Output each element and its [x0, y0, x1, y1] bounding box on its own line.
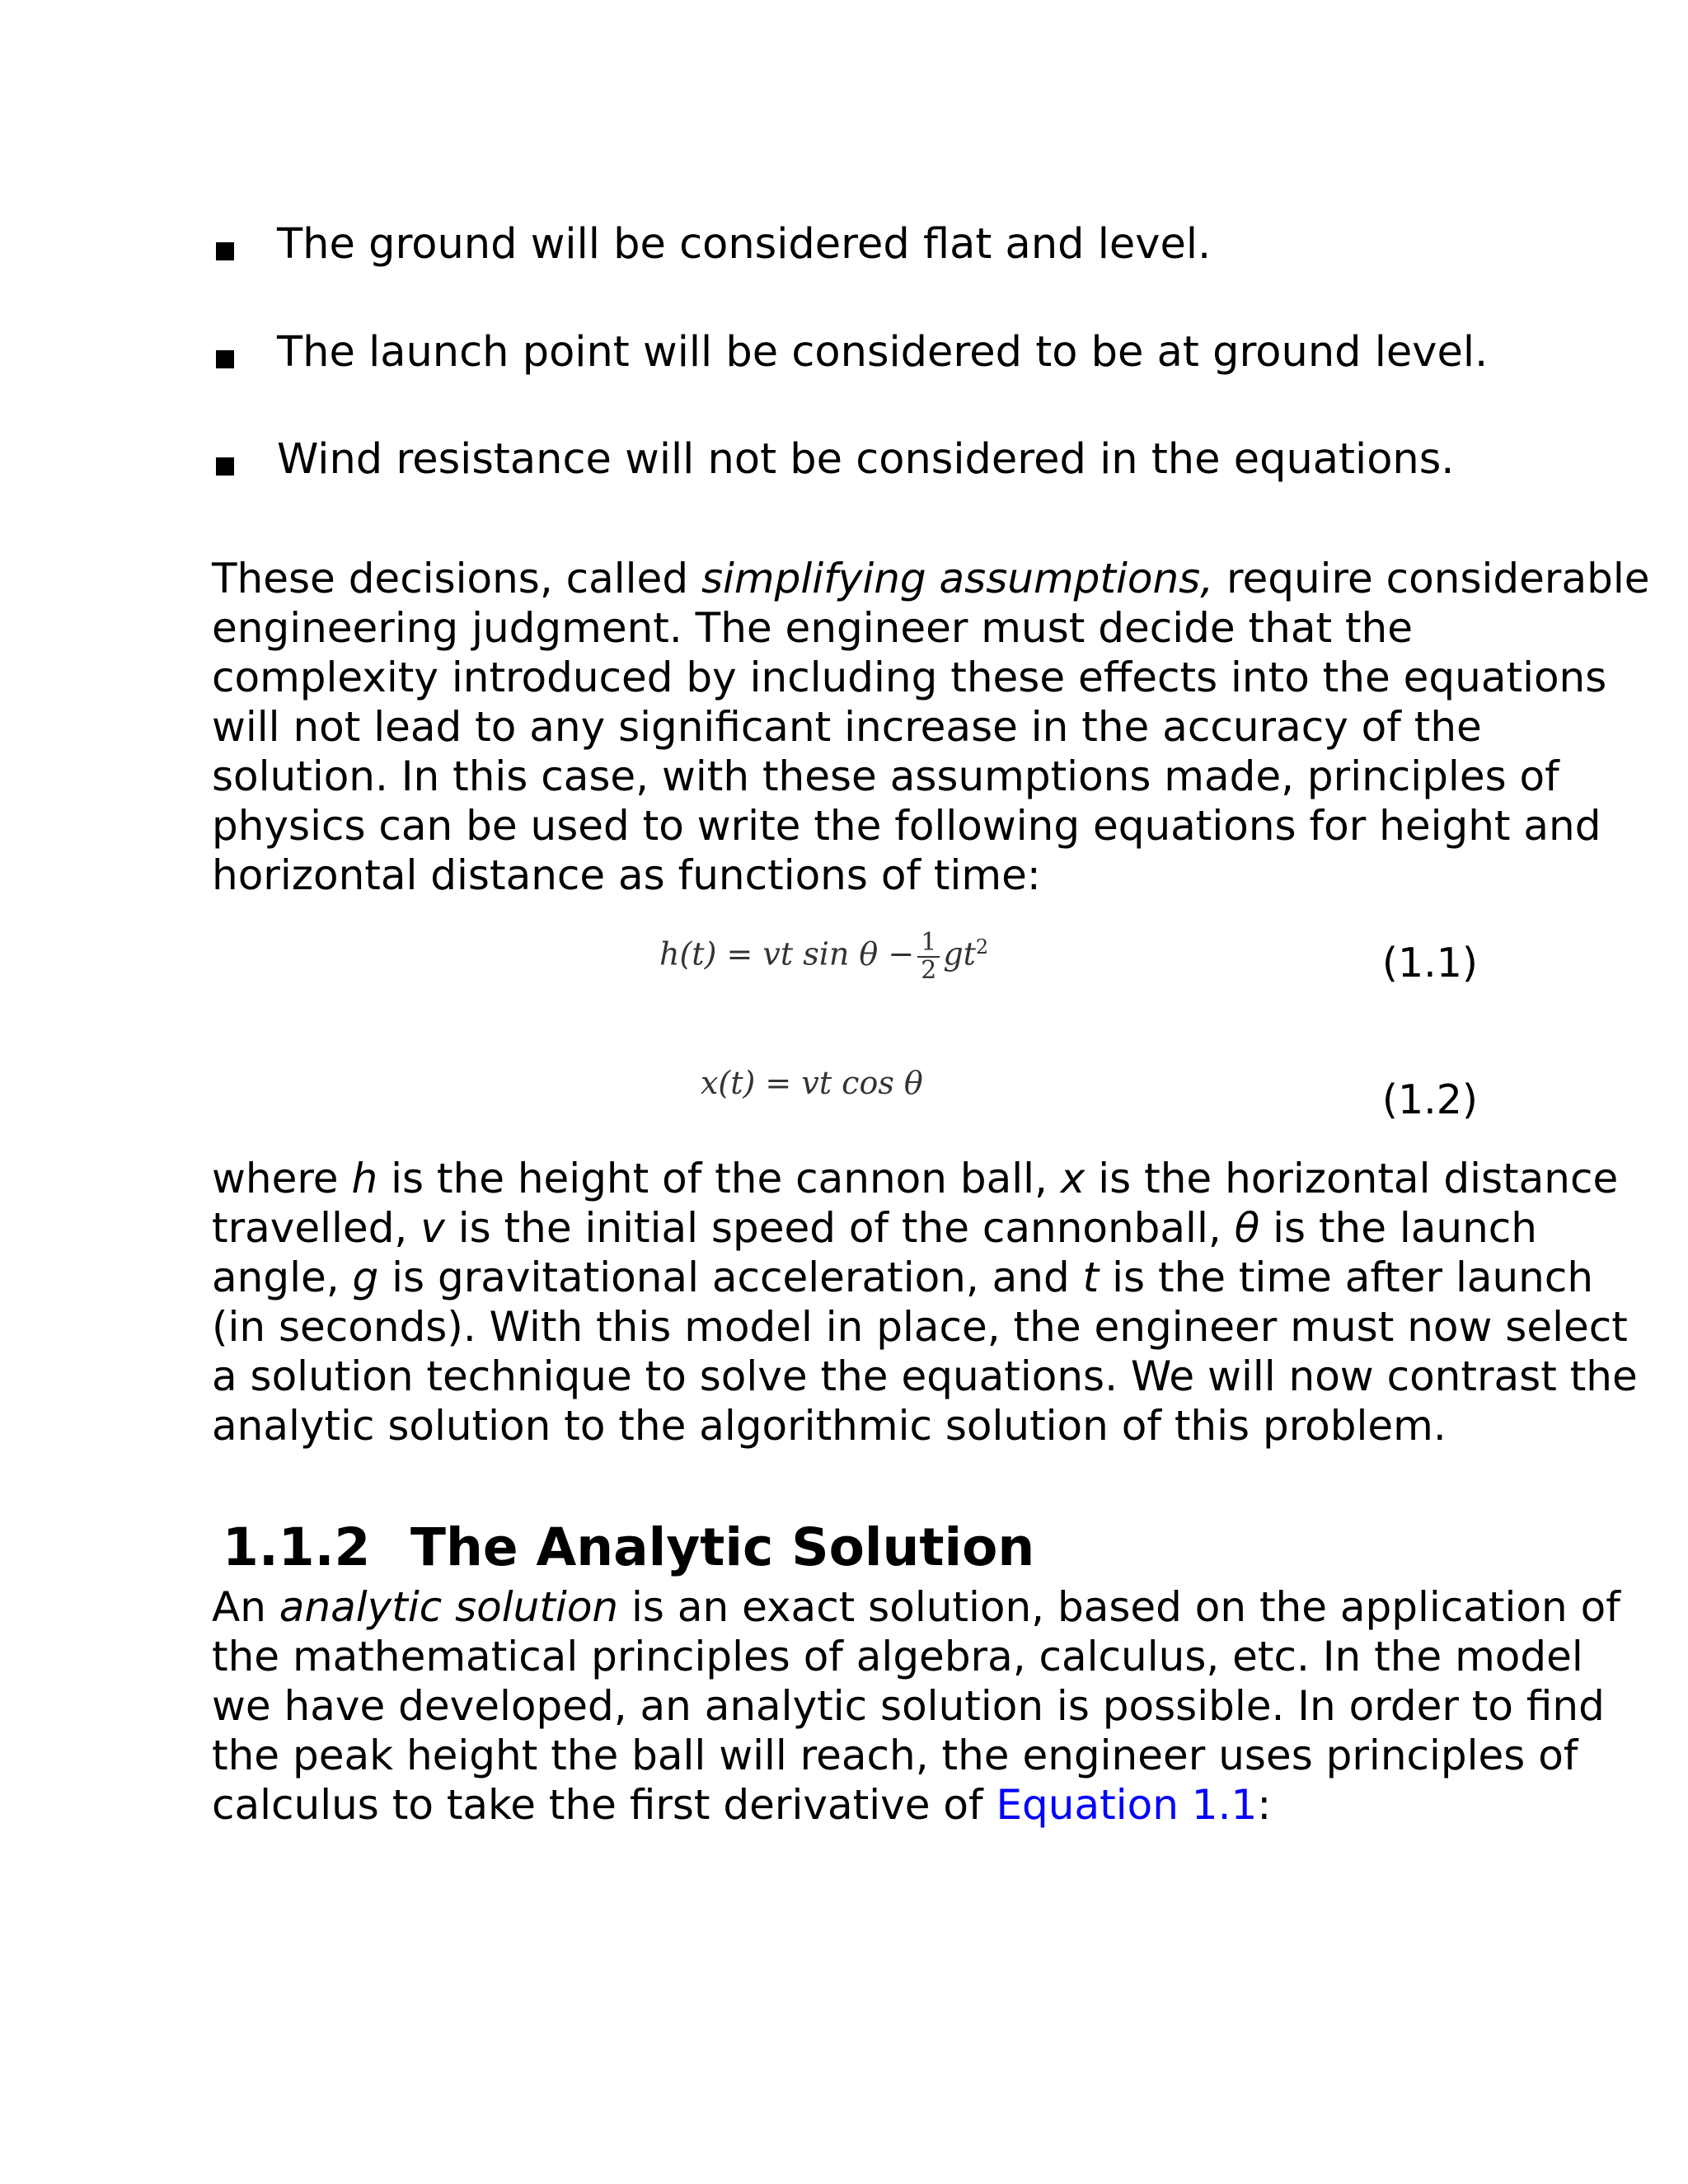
emphasis-term: simplifying assumptions,	[701, 555, 1214, 602]
variable-theta: θ	[1234, 1204, 1260, 1252]
section-number: 1.1.2	[223, 1517, 371, 1577]
text-span: is gravitational acceleration, and	[378, 1254, 1083, 1301]
text-line: complexity introduced by including these effects into the equations	[212, 654, 1607, 701]
text-line	[212, 1154, 1619, 1203]
section-heading	[223, 1515, 1034, 1581]
text-line: solution. In this case, with these assumptions made, principles of	[212, 752, 1559, 800]
bullet-text: The ground will be considered flat and level.	[277, 220, 1212, 269]
emphasis-term: analytic solution	[279, 1583, 619, 1631]
square-bullet-icon	[216, 457, 234, 476]
equation-1-2	[701, 1065, 923, 1101]
equation-number-1-2: (1.2)	[1381, 1076, 1478, 1123]
variable-h: h	[351, 1155, 378, 1202]
text-span: travelled,	[212, 1204, 421, 1252]
text-line: (in seconds). With this model in place, the engineer must now select	[212, 1303, 1628, 1351]
equation-text: h(t) = vt sin θ −	[659, 935, 915, 972]
bullet-item-1	[216, 216, 1211, 274]
text-span: is the horizontal distance	[1085, 1155, 1619, 1202]
text-span: is the time after launch	[1099, 1254, 1594, 1301]
text-span: An	[212, 1583, 279, 1631]
text-line: a solution technique to solve the equations. We will now contrast the	[212, 1352, 1638, 1400]
variable-t: t	[1082, 1254, 1100, 1301]
text-line: physics can be used to write the following equations for height and	[212, 802, 1601, 850]
variable-x: x	[1060, 1155, 1085, 1202]
fraction	[917, 930, 940, 984]
text-span: These decisions, called	[212, 555, 701, 602]
text-line: will not lead to any significant increase in the accuracy of the	[212, 703, 1482, 751]
variable-v: v	[420, 1204, 445, 1252]
text-line	[212, 1780, 1498, 1830]
text-span: require considerable	[1213, 555, 1650, 602]
equation-1-1	[659, 930, 988, 984]
variable-g: g	[352, 1254, 379, 1301]
exponent: 2	[975, 935, 989, 958]
text-span: angle,	[212, 1254, 353, 1301]
bullet-text: Wind resistance will not be considered in the equations.	[277, 435, 1455, 484]
equation-link[interactable]: Equation 1.1	[996, 1781, 1258, 1829]
text-line	[212, 1203, 1537, 1253]
text-line: horizontal distance as functions of time:	[212, 851, 1041, 899]
text-line: we have developed, an analytic solution is possible. In order to find	[212, 1682, 1605, 1730]
text-span: is the launch	[1259, 1204, 1537, 1252]
text-line: the mathematical principles of algebra, calculus, etc. In the model	[212, 1633, 1583, 1680]
text-span: is an exact solution, based on the application of	[618, 1583, 1620, 1631]
fraction-numerator: 1	[917, 930, 940, 958]
equation-number-1-1: (1.1)	[1381, 940, 1478, 987]
text-line	[212, 554, 1650, 603]
square-bullet-icon	[216, 350, 234, 368]
text-line	[212, 1582, 1620, 1632]
text-line: the peak height the ball will reach, the engineer uses principles of	[212, 1732, 1578, 1779]
text-span: where	[212, 1155, 352, 1202]
text-span: is the height of the cannon ball,	[377, 1155, 1061, 1202]
bullet-item-3	[216, 431, 1455, 489]
text-span: :	[1257, 1781, 1272, 1829]
equation-text: x(t) = vt cos θ	[701, 1065, 923, 1101]
text-span: calculus to take the first derivative of	[212, 1781, 996, 1829]
bullet-text: The launch point will be considered to be at ground level.	[277, 328, 1489, 377]
section-title: The Analytic Solution	[410, 1517, 1035, 1577]
text-line: analytic solution to the algorithmic solution of this problem.	[212, 1402, 1447, 1450]
paragraph-assumptions	[212, 554, 1650, 900]
square-bullet-icon	[216, 242, 234, 260]
paragraph-variables	[212, 1154, 1638, 1451]
bullet-item-2	[216, 324, 1488, 382]
text-line	[212, 1253, 1594, 1302]
fraction-denominator: 2	[921, 956, 937, 985]
text-span: is the initial speed of the cannonball,	[444, 1204, 1235, 1252]
text-line: engineering judgment. The engineer must decide that the	[212, 604, 1414, 652]
paragraph-analytic-solution	[212, 1582, 1620, 1830]
equation-text: gt	[943, 935, 976, 972]
